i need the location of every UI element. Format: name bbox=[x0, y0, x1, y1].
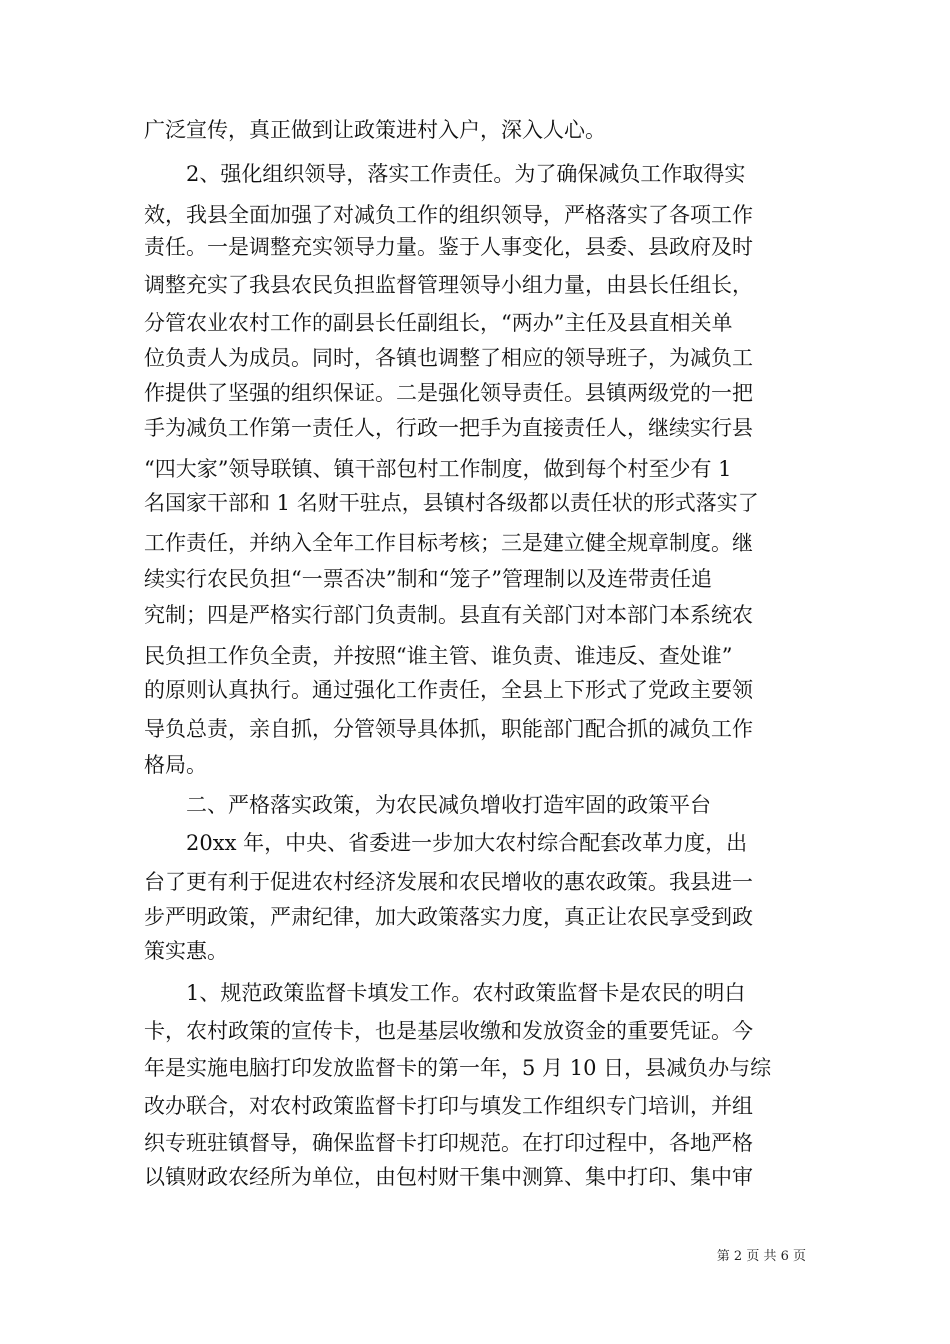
text-line: 续实行农民负担“一票否决”制和“笼子”管理制以及连带责任追 bbox=[144, 567, 712, 591]
text-line: 作提供了坚强的组织保证。二是强化领导责任。县镇两级党的一把 bbox=[144, 381, 753, 405]
text-line: 以镇财政农经所为单位，由包村财干集中测算、集中打印、集中审 bbox=[144, 1165, 753, 1189]
text-line: 手为减负工作第一责任人，行政一把手为直接责任人，继续实行县 bbox=[144, 416, 753, 440]
text-line: 台了更有利于促进农村经济发展和农民增收的惠农政策。我县进一 bbox=[144, 870, 753, 894]
text-line: 2、强化组织领导，落实工作责任。为了确保减负工作取得实 bbox=[144, 162, 746, 186]
text-line: 改办联合，对农村政策监督卡打印与填发工作组织专门培训，并组 bbox=[144, 1094, 753, 1118]
text-line: 工作责任，并纳入全年工作目标考核；三是建立健全规章制度。继 bbox=[144, 531, 753, 555]
text-line: “四大家”领导联镇、镇干部包村工作制度，做到每个村至少有 1 bbox=[144, 457, 732, 481]
text-line: 名国家干部和 1 名财干驻点，县镇村各级都以责任状的形式落实了 bbox=[144, 491, 759, 515]
text-line: 卡，农村政策的宣传卡，也是基层收缴和发放资金的重要凭证。今 bbox=[144, 1019, 753, 1043]
text-line: 民负担工作负全责，并按照“谁主管、谁负责、谁违反、查处谁” bbox=[144, 644, 733, 668]
text-line: 20xx 年，中央、省委进一步加大农村综合配套改革力度，出 bbox=[144, 831, 748, 855]
text-line: 的原则认真执行。通过强化工作责任，全县上下形式了党政主要领 bbox=[144, 678, 753, 702]
text-line: 策实惠。 bbox=[144, 939, 228, 963]
text-line: 调整充实了我县农民负担监督管理领导小组力量，由县长任组长， bbox=[144, 273, 753, 297]
text-line: 年是实施电脑打印发放监督卡的第一年，5 月 10 日，县减负办与综 bbox=[144, 1056, 772, 1080]
text-line: 1、规范政策监督卡填发工作。农村政策监督卡是农民的明白 bbox=[144, 981, 746, 1005]
text-line: 广泛宣传，真正做到让政策进村入户，深入人心。 bbox=[144, 118, 606, 142]
text-line: 步严明政策，严肃纪律，加大政策落实力度，真正让农民享受到政 bbox=[144, 905, 753, 929]
page-number: 第 2 页 共 6 页 bbox=[716, 1249, 806, 1264]
text-line: 位负责人为成员。同时，各镇也调整了相应的领导班子，为减负工 bbox=[144, 346, 753, 370]
text-line: 导负总责，亲自抓，分管领导具体抓，职能部门配合抓的减负工作 bbox=[144, 717, 753, 741]
text-line: 效，我县全面加强了对减负工作的组织领导，严格落实了各项工作 bbox=[144, 203, 753, 227]
text-line: 责任。一是调整充实领导力量。鉴于人事变化，县委、县政府及时 bbox=[144, 235, 753, 259]
section-heading: 二、严格落实政策，为农民减负增收打造牢固的政策平台 bbox=[144, 793, 711, 817]
text-line: 格局。 bbox=[144, 753, 207, 777]
text-line: 织专班驻镇督导，确保监督卡打印规范。在打印过程中，各地严格 bbox=[144, 1131, 753, 1155]
text-line: 究制；四是严格实行部门负责制。县直有关部门对本部门本系统农 bbox=[144, 603, 753, 627]
text-line: 分管农业农村工作的副县长任副组长，“两办”主任及县直相关单 bbox=[144, 311, 733, 335]
